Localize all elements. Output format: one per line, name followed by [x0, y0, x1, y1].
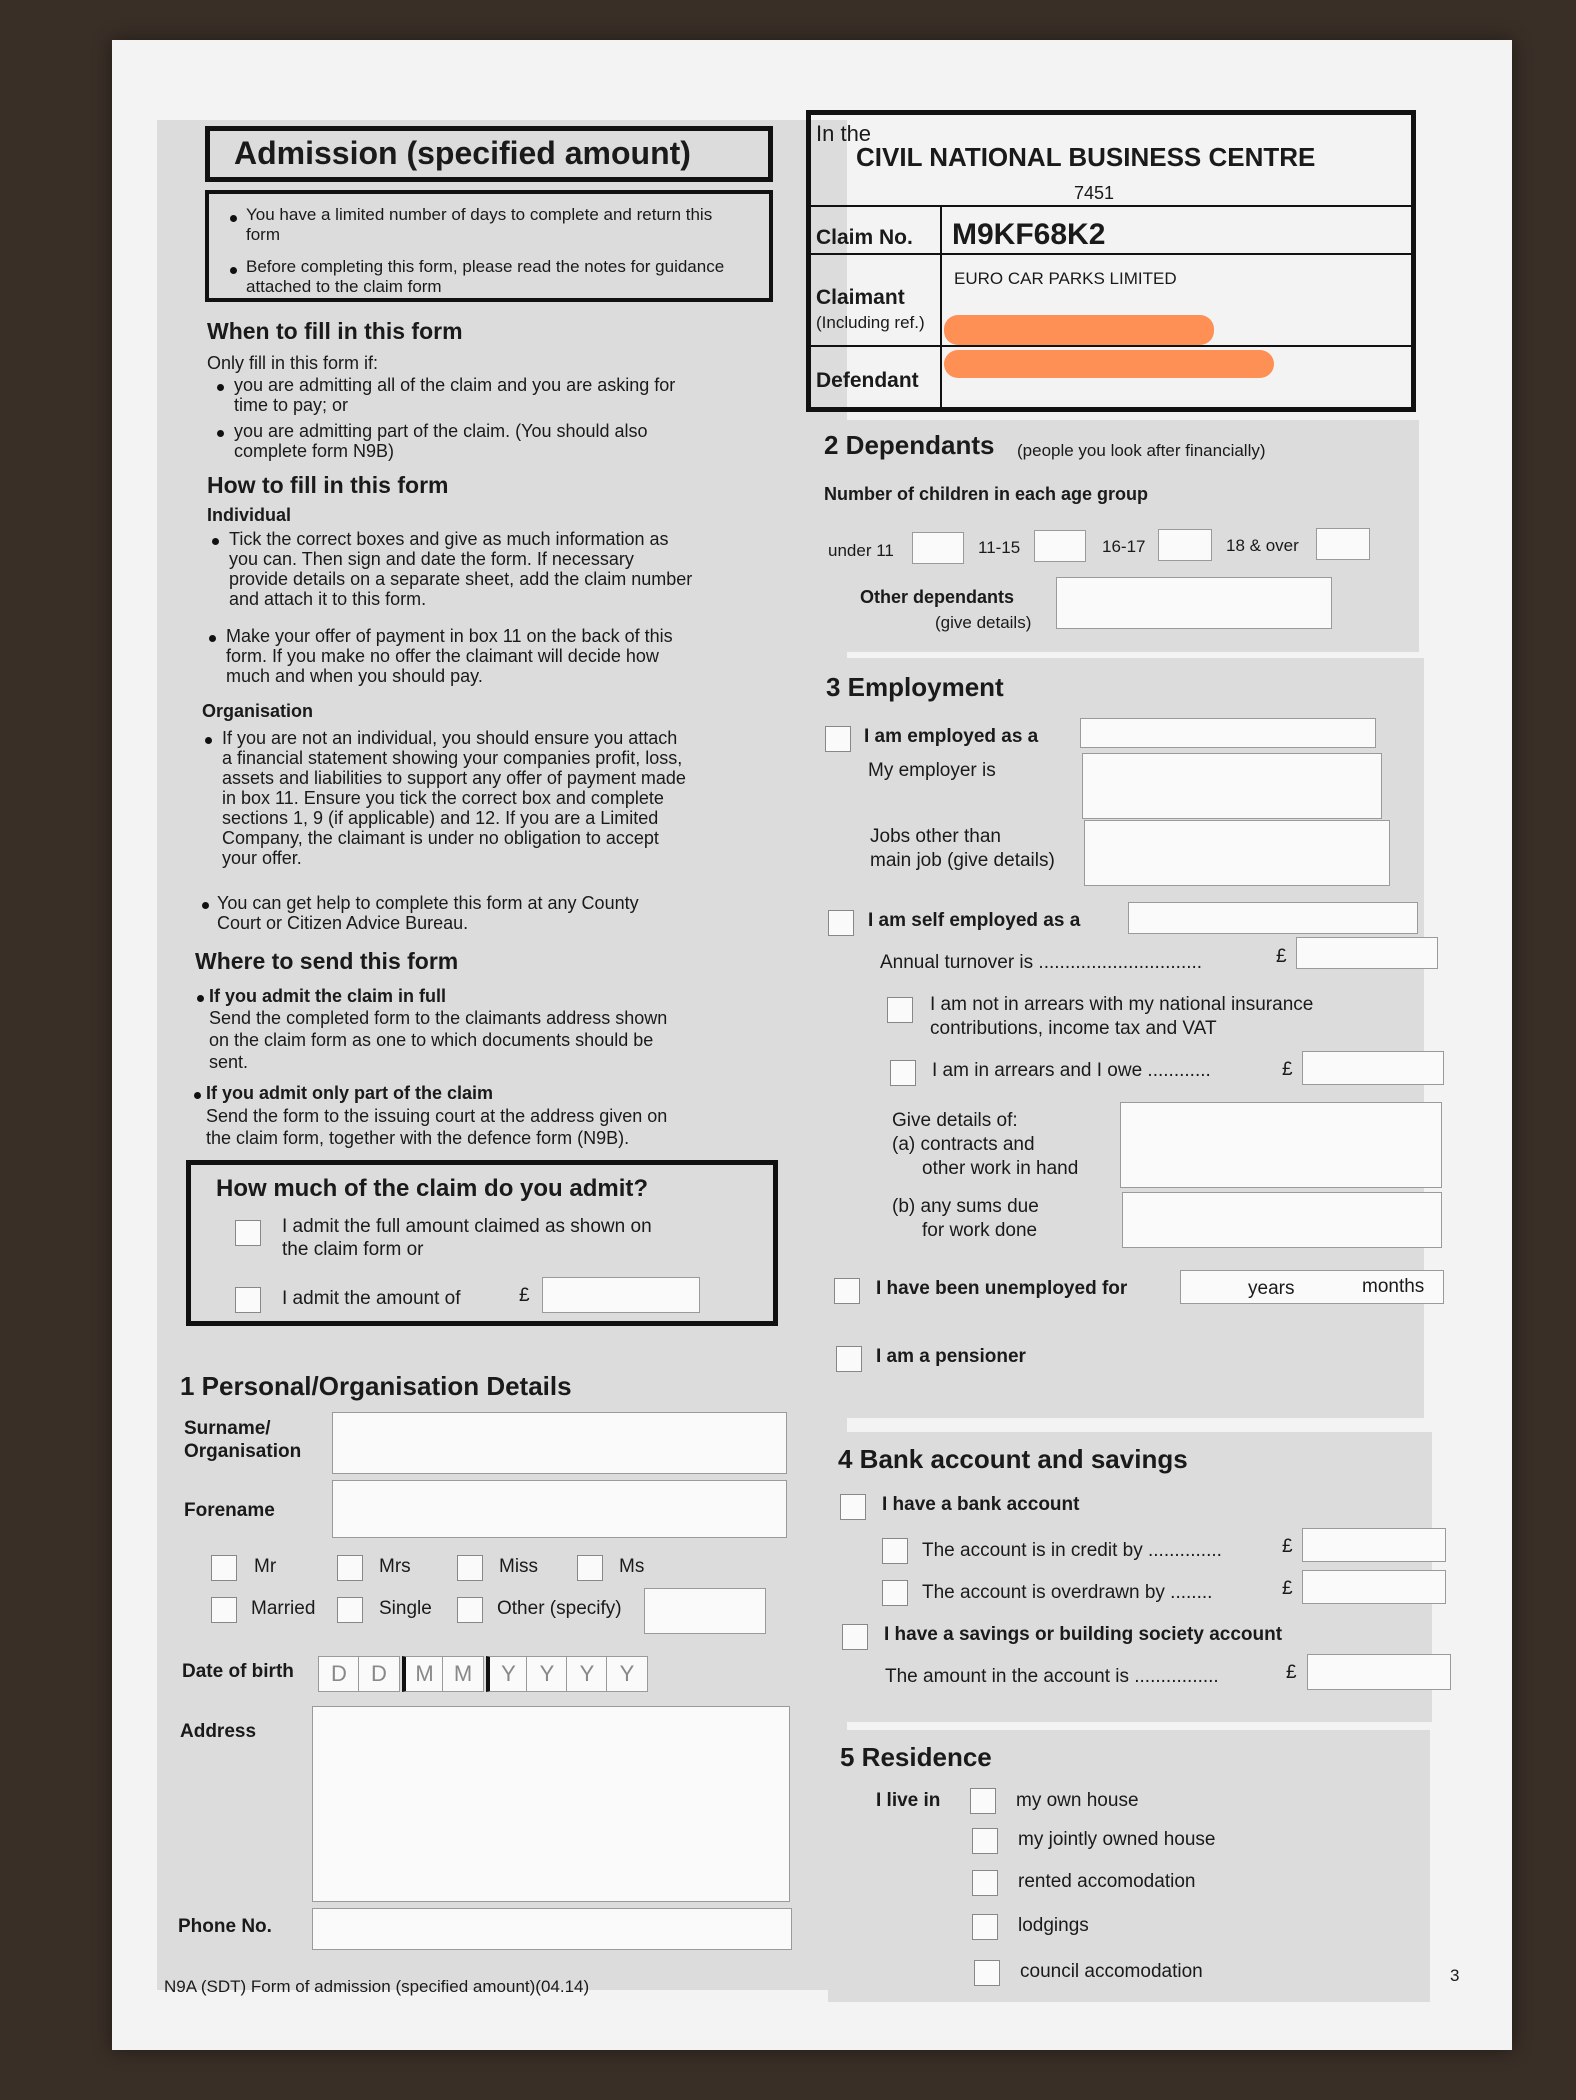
status-other-checkbox[interactable]	[457, 1597, 483, 1623]
contracts-label: other work in hand	[922, 1158, 1079, 1179]
age-16-17-label: 16-17	[1102, 537, 1146, 556]
status-single-checkbox[interactable]	[337, 1597, 363, 1623]
turnover-input[interactable]	[1296, 937, 1438, 969]
how-text: You can get help to complete this form at any County	[217, 893, 639, 913]
self-employed-checkbox[interactable]	[828, 910, 854, 936]
dob-cell[interactable]: Y	[526, 1656, 568, 1692]
status-other-label: Other (specify)	[497, 1598, 622, 1619]
employed-as-input[interactable]	[1080, 718, 1376, 748]
unemployed-label: I have been unemployed for	[876, 1278, 1128, 1299]
overdrawn-input[interactable]	[1302, 1570, 1446, 1604]
years-label: years	[1248, 1278, 1295, 1299]
page-number: 3	[1450, 1966, 1460, 1985]
lodgings-label: lodgings	[1018, 1915, 1089, 1936]
self-employed-input[interactable]	[1128, 902, 1418, 934]
age-18-over-label: 18 & over	[1226, 536, 1299, 555]
savings-amount-input[interactable]	[1307, 1654, 1451, 1690]
claim-number: M9KF68K2	[952, 218, 1106, 251]
savings-checkbox[interactable]	[842, 1624, 868, 1650]
where-full-label: If you admit the claim in full	[209, 986, 447, 1006]
jointly-owned-checkbox[interactable]	[972, 1828, 998, 1854]
age-16-17-input[interactable]	[1158, 529, 1212, 561]
status-single-label: Single	[379, 1598, 432, 1619]
dob-cell[interactable]: Y	[606, 1656, 648, 1692]
other-jobs-label: Jobs other than	[870, 826, 1001, 847]
pound-sign: £	[519, 1285, 530, 1306]
how-text: form. If you make no offer the claimant will decide how	[226, 646, 659, 666]
how-text: Company, the claimant is under no obligation to accept	[222, 828, 659, 848]
s1-heading: 1 Personal/Organisation Details	[180, 1371, 572, 1401]
when-text: complete form N9B)	[234, 441, 395, 461]
employed-label: I am employed as a	[864, 726, 1039, 747]
dob-cell[interactable]: M	[402, 1656, 444, 1692]
s3-heading: 3 Employment	[826, 672, 1004, 702]
when-heading: When to fill in this form	[207, 318, 463, 344]
employer-label: My employer is	[868, 760, 996, 781]
age-11-15-input[interactable]	[1034, 530, 1086, 562]
redaction-mark	[944, 350, 1274, 378]
where-text: the claim form, together with the defence form (N9B).	[206, 1128, 630, 1148]
organisation-label: Organisation	[184, 1441, 302, 1462]
live-in-label: I live in	[876, 1790, 941, 1811]
not-arrears-label: I am not in arrears with my national insurance	[930, 994, 1314, 1015]
when-text: time to pay; or	[234, 395, 349, 415]
own-house-label: my own house	[1016, 1790, 1139, 1811]
status-other-input[interactable]	[644, 1588, 766, 1634]
pound-sign: £	[1276, 946, 1287, 967]
how-text: Tick the correct boxes and give as much information as	[229, 529, 669, 549]
council-checkbox[interactable]	[974, 1960, 1000, 1986]
s5-heading: 5 Residence	[840, 1742, 992, 1772]
other-dependants-sub: (give details)	[935, 613, 1032, 632]
not-arrears-checkbox[interactable]	[887, 997, 913, 1023]
overdrawn-checkbox[interactable]	[882, 1580, 908, 1606]
other-jobs-input[interactable]	[1084, 820, 1390, 886]
age-18-over-input[interactable]	[1316, 528, 1370, 560]
months-label: months	[1362, 1276, 1425, 1297]
sums-due-label: (b) any sums due	[892, 1196, 1039, 1217]
phone-label: Phone No.	[178, 1916, 272, 1937]
pensioner-label: I am a pensioner	[876, 1346, 1026, 1367]
how-text: Make your offer of payment in box 11 on the back of this	[226, 626, 673, 646]
overdrawn-label: The account is overdrawn by ........	[922, 1582, 1213, 1603]
arrears-label: I am in arrears and I owe ............	[932, 1060, 1211, 1081]
sums-due-label: for work done	[922, 1220, 1038, 1241]
how-text: in box 11. Ensure you tick the correct box and complete	[222, 788, 664, 808]
title-miss-checkbox[interactable]	[457, 1555, 483, 1581]
claimant-label: Claimant	[816, 286, 905, 309]
admit-full-label: the claim form or	[282, 1239, 424, 1260]
pensioner-checkbox[interactable]	[836, 1346, 862, 1372]
employer-input[interactable]	[1082, 753, 1382, 819]
dob-cell[interactable]: Y	[566, 1656, 608, 1692]
jointly-owned-label: my jointly owned house	[1018, 1829, 1216, 1850]
defendant-label: Defendant	[816, 369, 919, 392]
admit-full-label: I admit the full amount claimed as shown on	[282, 1216, 652, 1237]
dob-cell[interactable]: M	[442, 1656, 484, 1692]
age-11-15-label: 11-15	[978, 538, 1021, 557]
admit-amount-input[interactable]	[542, 1277, 700, 1313]
how-heading: How to fill in this form	[207, 472, 449, 498]
dob-cell[interactable]: Y	[486, 1656, 528, 1692]
how-text: a financial statement showing your companies profit, loss,	[222, 748, 683, 768]
where-heading: Where to send this form	[195, 948, 459, 974]
address-label: Address	[180, 1721, 257, 1742]
age-under-11-label: under 11	[828, 541, 894, 560]
how-text: you can. Then sign and date the form. If necessary	[229, 549, 634, 569]
how-text: assets and liabilities to support any offer of payment made	[222, 768, 686, 788]
where-part-label: If you admit only part of the claim	[206, 1083, 494, 1103]
other-jobs-label: main job (give details)	[870, 850, 1055, 871]
dob-cell[interactable]: D	[358, 1656, 400, 1692]
savings-label: I have a savings or building society account	[884, 1624, 1283, 1645]
self-employed-label: I am self employed as a	[868, 910, 1081, 931]
status-married-label: Married	[251, 1598, 316, 1619]
admit-amount-checkbox[interactable]	[235, 1287, 261, 1313]
individual-label: Individual	[207, 505, 292, 525]
employed-checkbox[interactable]	[825, 726, 851, 752]
where-text: on the claim form as one to which documents should be	[209, 1030, 654, 1050]
address-input[interactable]	[312, 1706, 790, 1902]
form-page	[112, 40, 1512, 2050]
where-text: Send the completed form to the claimants address shown	[209, 1008, 668, 1028]
forename-label: Forename	[184, 1500, 275, 1521]
when-text: you are admitting part of the claim. (You should also	[234, 421, 648, 441]
how-text: your offer.	[222, 848, 302, 868]
savings-amount-label: The amount in the account is ................	[885, 1666, 1219, 1687]
form-title: Admission (specified amount)	[234, 135, 691, 171]
divider	[809, 205, 1413, 207]
court-name: CIVIL NATIONAL BUSINESS CENTRE	[856, 142, 1316, 172]
details-label: Give details of:	[892, 1110, 1018, 1131]
s2-heading-note: (people you look after financially)	[1017, 441, 1266, 460]
how-text: If you are not an individual, you should ensure you attach	[222, 728, 678, 748]
title-ms-checkbox[interactable]	[577, 1555, 603, 1581]
sums-due-input[interactable]	[1122, 1192, 1442, 1248]
admit-full-checkbox[interactable]	[235, 1220, 261, 1246]
council-label: council accomodation	[1020, 1961, 1203, 1982]
claimant-sub-label: (Including ref.)	[816, 313, 925, 332]
s2-heading: 2 Dependants	[824, 430, 995, 460]
unemployed-checkbox[interactable]	[834, 1278, 860, 1304]
other-dependants-label: Other dependants	[860, 587, 1015, 607]
own-house-checkbox[interactable]	[970, 1788, 996, 1814]
where-text: Send the form to the issuing court at the address given on	[206, 1106, 668, 1126]
other-dependants-input[interactable]	[1056, 577, 1332, 629]
how-text: sections 1, 9 (if applicable) and 12. If you are a Limited	[222, 808, 659, 828]
arrears-checkbox[interactable]	[890, 1060, 916, 1086]
pound-sign: £	[1282, 1578, 1293, 1599]
forename-input[interactable]	[332, 1480, 787, 1538]
in-credit-input[interactable]	[1302, 1528, 1446, 1562]
dob-label: Date of birth	[182, 1661, 294, 1682]
title-mr-checkbox[interactable]	[211, 1555, 237, 1581]
status-married-checkbox[interactable]	[211, 1597, 237, 1623]
in-credit-checkbox[interactable]	[882, 1538, 908, 1564]
dob-cell[interactable]: D	[318, 1656, 360, 1692]
pound-sign: £	[1282, 1536, 1293, 1557]
title-mrs-label: Mrs	[379, 1556, 411, 1577]
phone-input[interactable]	[312, 1908, 792, 1950]
court-code: 7451	[1074, 183, 1115, 203]
title-mr-label: Mr	[254, 1556, 277, 1577]
when-lead: Only fill in this form if:	[207, 353, 379, 373]
claim-no-label: Claim No.	[816, 226, 913, 249]
turnover-label: Annual turnover is ...............................	[880, 952, 1203, 973]
note-line: Before completing this form, please read the notes for guidance	[246, 257, 725, 276]
not-arrears-label: contributions, income tax and VAT	[930, 1018, 1217, 1039]
title-ms-label: Ms	[619, 1556, 645, 1577]
redaction-mark	[944, 315, 1214, 345]
divider	[809, 345, 1413, 347]
divider	[809, 253, 1413, 255]
arrears-amount-input[interactable]	[1302, 1051, 1444, 1085]
how-text: Court or Citizen Advice Bureau.	[217, 913, 469, 933]
rented-checkbox[interactable]	[972, 1870, 998, 1896]
note-line: attached to the claim form	[246, 277, 442, 296]
how-text: much and when you should pay.	[226, 666, 483, 686]
contracts-label: (a) contracts and	[892, 1134, 1035, 1155]
contracts-input[interactable]	[1120, 1102, 1442, 1188]
how-text: and attach it to this form.	[229, 589, 427, 609]
children-label: Number of children in each age group	[824, 484, 1149, 504]
divider	[940, 205, 942, 409]
in-the-label: In the	[816, 121, 872, 146]
in-credit-label: The account is in credit by ..............	[922, 1540, 1222, 1561]
surname-label: Surname/	[184, 1418, 271, 1439]
bank-account-label: I have a bank account	[882, 1494, 1080, 1515]
age-under-11-input[interactable]	[912, 532, 964, 564]
organisation-label: Organisation	[202, 701, 314, 721]
when-text: you are admitting all of the claim and you are asking for	[234, 375, 676, 395]
admit-heading: How much of the claim do you admit?	[216, 1175, 649, 1202]
claimant-name: EURO CAR PARKS LIMITED	[954, 269, 1177, 288]
rented-label: rented accomodation	[1018, 1871, 1196, 1892]
where-text: sent.	[209, 1052, 249, 1072]
note-line: form	[246, 225, 280, 244]
admit-amount-label: I admit the amount of	[282, 1288, 461, 1309]
footer-text: N9A (SDT) Form of admission (specified amount)(04.14)	[164, 1977, 590, 1996]
how-text: provide details on a separate sheet, add the claim number	[229, 569, 693, 589]
title-miss-label: Miss	[499, 1556, 539, 1577]
lodgings-checkbox[interactable]	[972, 1914, 998, 1940]
pound-sign: £	[1286, 1662, 1297, 1683]
title-mrs-checkbox[interactable]	[337, 1555, 363, 1581]
surname-input[interactable]	[332, 1412, 787, 1474]
pound-sign: £	[1282, 1059, 1293, 1080]
note-line: You have a limited number of days to complete and return this	[246, 205, 713, 224]
s4-heading: 4 Bank account and savings	[838, 1444, 1188, 1474]
bank-account-checkbox[interactable]	[840, 1494, 866, 1520]
